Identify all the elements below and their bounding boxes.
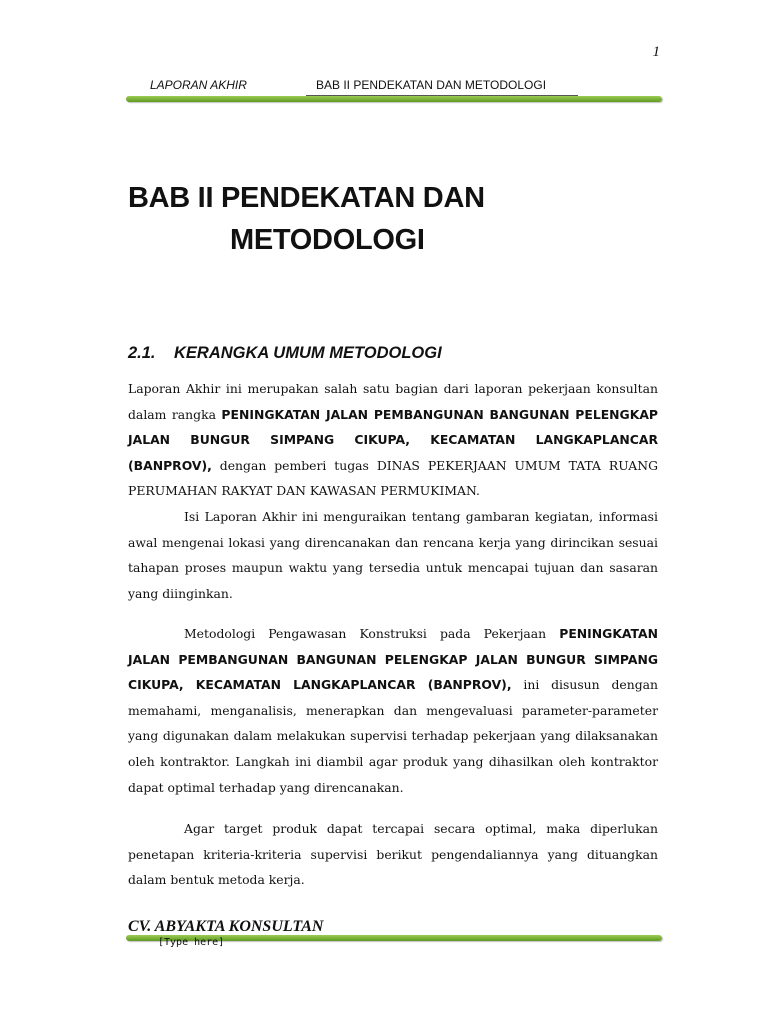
section-number: 2.1. bbox=[128, 344, 156, 362]
chapter-title-line2: METODOLOGI bbox=[230, 224, 425, 256]
paragraph-methodology bbox=[128, 621, 658, 800]
header-chapter-title: BAB II PENDEKATAN DAN METODOLOGI bbox=[316, 78, 547, 92]
paragraph-methodology-text-1: Metodologi Pengawasan Konstruksi pada Pekerjaan bbox=[184, 626, 560, 641]
paragraph-intro-text-1: Laporan Akhir ini merupakan salah satu bagian dari laporan pekerjaan konsultan dalam rangka bbox=[128, 381, 658, 422]
header-report-title: LAPORAN AKHIR bbox=[150, 78, 247, 92]
paragraph-methodology-project-name: PENINGKATAN JALAN PEMBANGUNAN BANGUNAN PELENGKAP JALAN BUNGUR SIMPANG CIKUPA, KECAMATAN LANGKAPLANCAR (BANPROV), bbox=[128, 626, 658, 693]
paragraph-target: Agar target produk dapat tercapai secara optimal, maka diperlukan penetapan kriteria-kriteria supervisi berikut pengendaliannya yang dituangkan dalam bentuk metoda kerja. bbox=[128, 821, 658, 888]
section-title: KERANGKA UMUM METODOLOGI bbox=[174, 344, 442, 362]
section-heading bbox=[128, 344, 442, 363]
paragraph-contents: Isi Laporan Akhir ini menguraikan tentang gambaran kegiatan, informasi awal mengenai lokasi yang direncanakan dan rencana kerja yang dirincikan sesuai tahapan proses maupun waktu yang tersedia untuk mencapai tujuan dan sasaran yang diinginkan. bbox=[128, 509, 658, 601]
paragraph-intro bbox=[128, 376, 658, 504]
footer-placeholder[interactable]: [Type here] bbox=[158, 937, 225, 948]
header-green-rule bbox=[126, 96, 662, 102]
chapter-title-line1: BAB II PENDEKATAN DAN bbox=[128, 182, 485, 214]
page-number: 1 bbox=[652, 44, 660, 60]
footer-company-name: CV. ABYAKTA KONSULTAN bbox=[128, 918, 324, 935]
paragraph-methodology-text-2: ini disusun dengan memahami, menganalisis, menerapkan dan mengevaluasi parameter-parameter yang digunakan dalam melakukan supervisi terhadap pekerjaan yang dilaksanakan oleh kontraktor. Langkah ini diambil agar produk yang dihasilkan oleh kontraktor dapat optimal terhadap yang direncanakan. bbox=[128, 677, 658, 795]
paragraph-intro-project-name: PENINGKATAN JALAN PEMBANGUNAN BANGUNAN PELENGKAP JALAN BUNGUR SIMPANG CIKUPA, KECAMATAN LANGKAPLANCAR (BANPROV), bbox=[128, 406, 658, 473]
paragraph-intro-text-2: dengan pemberi tugas DINAS PEKERJAAN UMUM TATA RUANG PERUMAHAN RAKYAT DAN KAWASAN PERMUKIMAN. bbox=[128, 457, 658, 499]
chapter-title bbox=[128, 177, 668, 261]
